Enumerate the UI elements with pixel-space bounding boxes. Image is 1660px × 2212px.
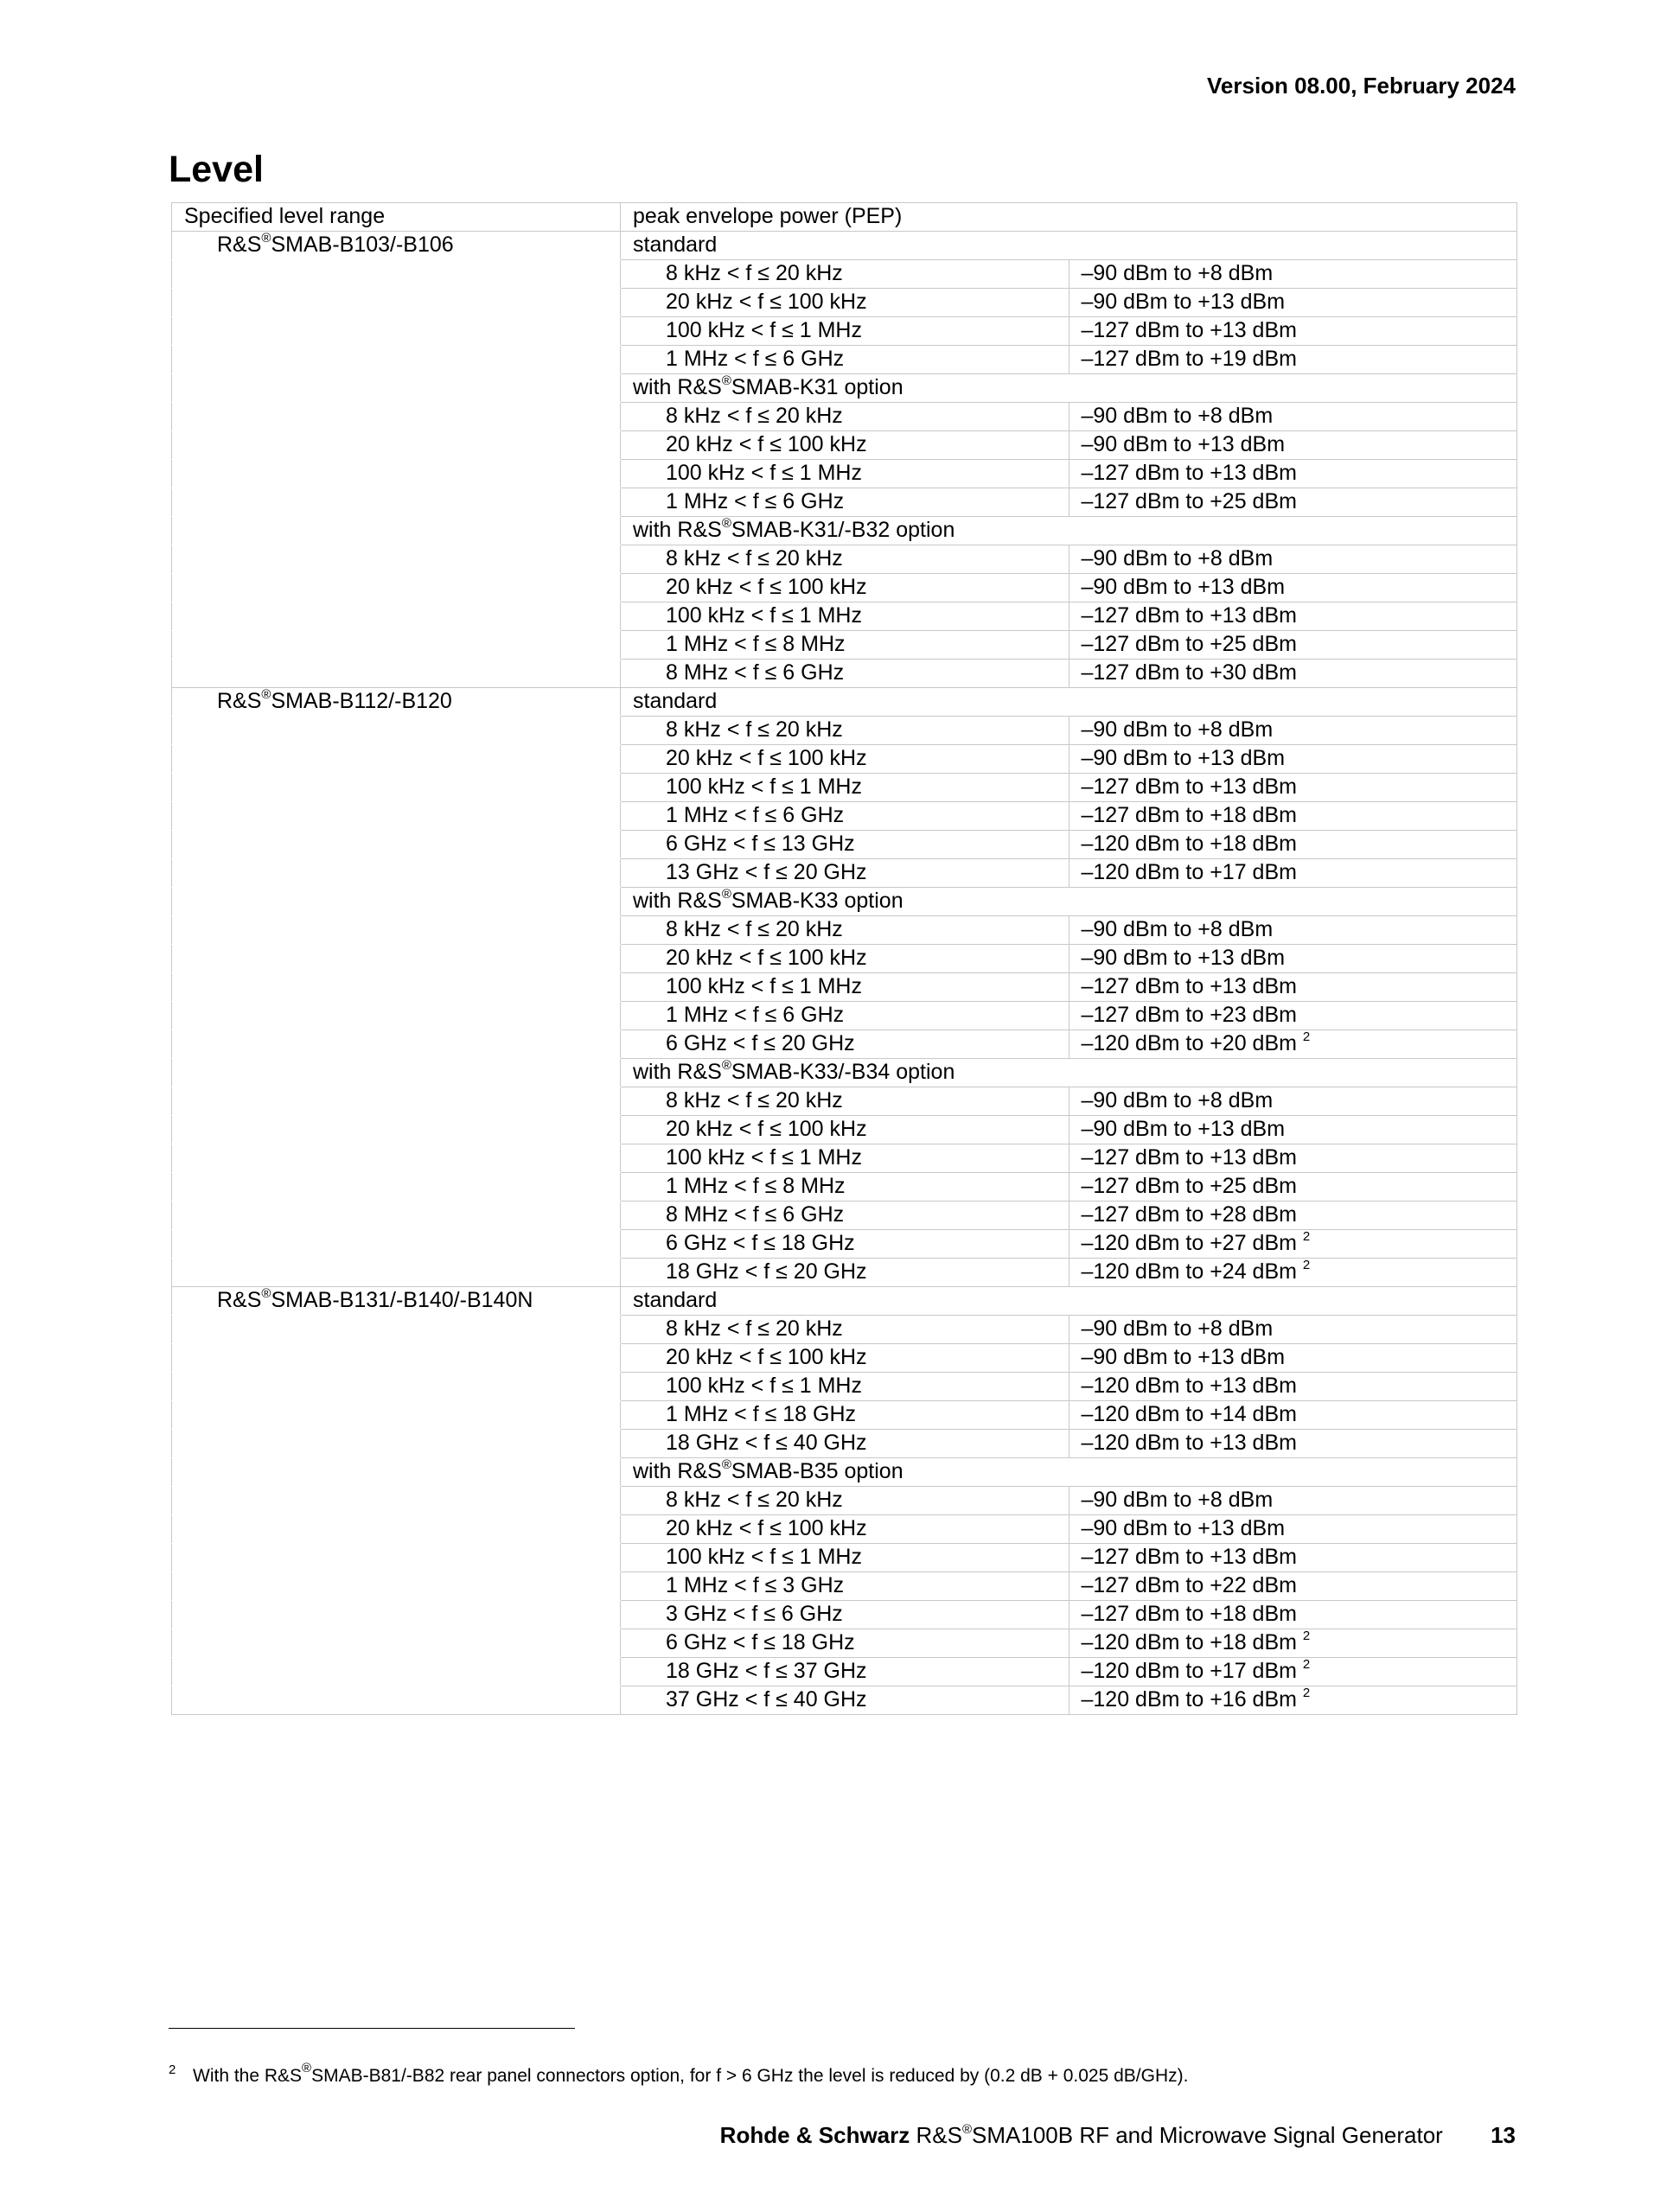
- level-range: –90 dBm to +13 dBm: [1081, 1516, 1286, 1540]
- section-row: [172, 688, 1517, 717]
- level-range: –120 dBm to +18 dBm: [1081, 832, 1297, 856]
- table-row: [172, 1002, 1517, 1030]
- model-cell-continued: [172, 1487, 621, 1515]
- table-row: [172, 1316, 1517, 1344]
- table-row: [172, 945, 1517, 973]
- model-cell-continued: [172, 460, 621, 488]
- footnote-ref: 2: [1302, 1686, 1311, 1700]
- model-cell-continued: [172, 1515, 621, 1544]
- level-range: –127 dBm to +13 dBm: [1081, 318, 1297, 342]
- table-row: [172, 1544, 1517, 1572]
- level-range-cell: [1069, 745, 1517, 774]
- footnote-text: With the R&S®SMAB-B81/-B82 rear panel connectors option, for f > 6 GHz the level is reduced by (0.2 dB + 0.025 dB/GHz).: [193, 2061, 1189, 2086]
- frequency-range: 6 GHz < f ≤ 18 GHz: [621, 1629, 1069, 1658]
- frequency-range: 8 kHz < f ≤ 20 kHz: [621, 717, 1069, 745]
- level-range: –127 dBm to +25 dBm: [1081, 489, 1297, 513]
- level-range: –127 dBm to +13 dBm: [1081, 775, 1297, 799]
- frequency-range: 20 kHz < f ≤ 100 kHz: [621, 431, 1069, 460]
- level-range-cell: [1069, 1430, 1517, 1458]
- model-cell-continued: [172, 1601, 621, 1629]
- table-row: [172, 1601, 1517, 1629]
- table-row: [172, 1686, 1517, 1715]
- frequency-range: 100 kHz < f ≤ 1 MHz: [621, 774, 1069, 802]
- frequency-range: 8 MHz < f ≤ 6 GHz: [621, 660, 1069, 688]
- level-range-cell: [1069, 916, 1517, 945]
- level-range-cell: [1069, 1030, 1517, 1059]
- level-range-cell: [1069, 774, 1517, 802]
- level-range-cell: [1069, 1002, 1517, 1030]
- level-range-cell: [1069, 1259, 1517, 1287]
- level-range-cell: [1069, 1401, 1517, 1430]
- model-name: R&S®SMAB-B103/-B106: [172, 232, 621, 260]
- table-row: [172, 973, 1517, 1002]
- level-range: –120 dBm to +18 dBm: [1081, 1630, 1297, 1654]
- model-cell-continued: [172, 831, 621, 859]
- level-range: –127 dBm to +18 dBm: [1081, 1602, 1297, 1626]
- table-row: [172, 346, 1517, 374]
- level-range: –127 dBm to +18 dBm: [1081, 803, 1297, 827]
- frequency-range: 13 GHz < f ≤ 20 GHz: [621, 859, 1069, 888]
- level-range-cell: [1069, 631, 1517, 660]
- frequency-range: 1 MHz < f ≤ 8 MHz: [621, 631, 1069, 660]
- table-row: [172, 1515, 1517, 1544]
- level-range-cell: [1069, 574, 1517, 602]
- level-range-cell: [1069, 431, 1517, 460]
- level-range-cell: [1069, 1601, 1517, 1629]
- level-range: –120 dBm to +13 dBm: [1081, 1374, 1297, 1398]
- table-row: [172, 1373, 1517, 1401]
- model-cell-continued: [172, 1629, 621, 1658]
- frequency-range: 37 GHz < f ≤ 40 GHz: [621, 1686, 1069, 1715]
- condition-label: with R&S®SMAB-B35 option: [621, 1458, 1517, 1487]
- level-range-cell: [1069, 346, 1517, 374]
- model-cell-continued: [172, 1572, 621, 1601]
- model-name: R&S®SMAB-B112/-B120: [172, 688, 621, 717]
- frequency-range: 3 GHz < f ≤ 6 GHz: [621, 1601, 1069, 1629]
- frequency-range: 1 MHz < f ≤ 3 GHz: [621, 1572, 1069, 1601]
- level-range-cell: [1069, 1572, 1517, 1601]
- level-range-cell: [1069, 945, 1517, 973]
- section-row: [172, 888, 1517, 916]
- level-range-cell: [1069, 1373, 1517, 1401]
- table-row: [172, 745, 1517, 774]
- table-row: [172, 1202, 1517, 1230]
- model-cell-continued: [172, 631, 621, 660]
- table-row: [172, 660, 1517, 688]
- table-row: [172, 859, 1517, 888]
- level-range: –120 dBm to +16 dBm: [1081, 1687, 1297, 1712]
- level-range: –90 dBm to +8 dBm: [1081, 261, 1274, 285]
- level-range: –127 dBm to +22 dBm: [1081, 1573, 1297, 1597]
- frequency-range: 18 GHz < f ≤ 37 GHz: [621, 1658, 1069, 1686]
- model-cell-continued: [172, 1202, 621, 1230]
- model-cell-continued: [172, 1144, 621, 1173]
- level-range-cell: [1069, 802, 1517, 831]
- footnote-ref: 2: [1302, 1657, 1311, 1672]
- frequency-range: 100 kHz < f ≤ 1 MHz: [621, 317, 1069, 346]
- model-cell-continued: [172, 431, 621, 460]
- parameter-label: Specified level range: [172, 203, 621, 232]
- level-range-cell: [1069, 1173, 1517, 1202]
- page-number: 13: [1491, 2122, 1516, 2148]
- level-range-cell: [1069, 1544, 1517, 1572]
- table-row: [172, 1259, 1517, 1287]
- level-range-cell: [1069, 460, 1517, 488]
- frequency-range: 1 MHz < f ≤ 6 GHz: [621, 488, 1069, 517]
- model-cell-continued: [172, 289, 621, 317]
- level-range: –127 dBm to +23 dBm: [1081, 1003, 1297, 1027]
- condition-label: standard: [621, 1287, 1517, 1316]
- frequency-range: 1 MHz < f ≤ 6 GHz: [621, 802, 1069, 831]
- model-cell-continued: [172, 374, 621, 403]
- model-cell-continued: [172, 260, 621, 289]
- model-cell-continued: [172, 916, 621, 945]
- model-cell-continued: [172, 1059, 621, 1087]
- frequency-range: 8 kHz < f ≤ 20 kHz: [621, 1087, 1069, 1116]
- level-range-cell: [1069, 1487, 1517, 1515]
- model-cell-continued: [172, 602, 621, 631]
- model-cell-continued: [172, 660, 621, 688]
- section-row: [172, 374, 1517, 403]
- condition-label: with R&S®SMAB-K31/-B32 option: [621, 517, 1517, 545]
- model-cell-continued: [172, 945, 621, 973]
- model-cell-continued: [172, 717, 621, 745]
- condition-label: with R&S®SMAB-K31 option: [621, 374, 1517, 403]
- table-row: [172, 1629, 1517, 1658]
- model-cell-continued: [172, 802, 621, 831]
- frequency-range: 6 GHz < f ≤ 20 GHz: [621, 1030, 1069, 1059]
- footnote-ref: 2: [1302, 1629, 1311, 1643]
- level-range: –127 dBm to +28 dBm: [1081, 1202, 1297, 1227]
- level-range-cell: [1069, 973, 1517, 1002]
- frequency-range: 6 GHz < f ≤ 18 GHz: [621, 1230, 1069, 1259]
- model-cell-continued: [172, 1230, 621, 1259]
- frequency-range: 1 MHz < f ≤ 18 GHz: [621, 1401, 1069, 1430]
- frequency-range: 8 kHz < f ≤ 20 kHz: [621, 1316, 1069, 1344]
- frequency-range: 100 kHz < f ≤ 1 MHz: [621, 1544, 1069, 1572]
- level-range-cell: [1069, 1087, 1517, 1116]
- table-row: [172, 916, 1517, 945]
- frequency-range: 18 GHz < f ≤ 40 GHz: [621, 1430, 1069, 1458]
- level-range-cell: [1069, 1629, 1517, 1658]
- page-footer: [720, 2122, 1516, 2149]
- level-range-cell: [1069, 260, 1517, 289]
- level-range: –90 dBm to +8 dBm: [1081, 1316, 1274, 1341]
- level-range: –127 dBm to +13 dBm: [1081, 974, 1297, 998]
- footnote-ref: 2: [1302, 1258, 1311, 1272]
- level-range-cell: [1069, 545, 1517, 574]
- level-range-cell: [1069, 1116, 1517, 1144]
- table-row: [172, 1116, 1517, 1144]
- level-range-cell: [1069, 859, 1517, 888]
- model-cell-continued: [172, 1087, 621, 1116]
- level-range: –90 dBm to +13 dBm: [1081, 575, 1286, 599]
- frequency-range: 100 kHz < f ≤ 1 MHz: [621, 460, 1069, 488]
- model-cell-continued: [172, 745, 621, 774]
- frequency-range: 20 kHz < f ≤ 100 kHz: [621, 289, 1069, 317]
- level-range: –120 dBm to +17 dBm: [1081, 1659, 1297, 1683]
- table-row: [172, 631, 1517, 660]
- level-range: –127 dBm to +13 dBm: [1081, 603, 1297, 628]
- level-range: –90 dBm to +8 dBm: [1081, 917, 1274, 941]
- model-cell-continued: [172, 1173, 621, 1202]
- table-row: [172, 488, 1517, 517]
- model-cell-continued: [172, 346, 621, 374]
- model-cell-continued: [172, 1373, 621, 1401]
- table-row: [172, 460, 1517, 488]
- table-row: [172, 717, 1517, 745]
- table-row: [172, 317, 1517, 346]
- model-cell-continued: [172, 1658, 621, 1686]
- table-row: [172, 831, 1517, 859]
- frequency-range: 20 kHz < f ≤ 100 kHz: [621, 1344, 1069, 1373]
- model-cell-continued: [172, 517, 621, 545]
- table-row: [172, 1087, 1517, 1116]
- model-cell-continued: [172, 1030, 621, 1059]
- level-range: –90 dBm to +13 dBm: [1081, 432, 1286, 456]
- table-row: [172, 574, 1517, 602]
- frequency-range: 18 GHz < f ≤ 20 GHz: [621, 1259, 1069, 1287]
- model-cell-continued: [172, 545, 621, 574]
- level-range: –120 dBm to +20 dBm: [1081, 1031, 1297, 1055]
- table-row: [172, 1401, 1517, 1430]
- model-cell-continued: [172, 317, 621, 346]
- frequency-range: 100 kHz < f ≤ 1 MHz: [621, 973, 1069, 1002]
- level-range: –90 dBm to +13 dBm: [1081, 946, 1286, 970]
- footnote-ref: 2: [1302, 1229, 1311, 1244]
- table-row: [172, 545, 1517, 574]
- level-range-cell: [1069, 1230, 1517, 1259]
- table-row: [172, 260, 1517, 289]
- frequency-range: 20 kHz < f ≤ 100 kHz: [621, 1515, 1069, 1544]
- table-row: [172, 1144, 1517, 1173]
- level-range-cell: [1069, 488, 1517, 517]
- section-row: [172, 1458, 1517, 1487]
- table-row: [172, 1487, 1517, 1515]
- level-range: –120 dBm to +24 dBm: [1081, 1259, 1297, 1284]
- footer-product: R&S®SMA100B RF and Microwave Signal Generator: [916, 2122, 1443, 2148]
- level-range: –120 dBm to +14 dBm: [1081, 1402, 1297, 1426]
- table-row: [172, 289, 1517, 317]
- frequency-range: 8 kHz < f ≤ 20 kHz: [621, 403, 1069, 431]
- level-range: –90 dBm to +8 dBm: [1081, 404, 1274, 428]
- model-cell-continued: [172, 888, 621, 916]
- level-range: –90 dBm to +13 dBm: [1081, 746, 1286, 770]
- frequency-range: 100 kHz < f ≤ 1 MHz: [621, 1373, 1069, 1401]
- footer-brand: Rohde & Schwarz: [719, 2122, 910, 2148]
- frequency-range: 8 kHz < f ≤ 20 kHz: [621, 260, 1069, 289]
- document-version: Version 08.00, February 2024: [1207, 73, 1516, 99]
- frequency-range: 100 kHz < f ≤ 1 MHz: [621, 602, 1069, 631]
- model-cell-continued: [172, 1686, 621, 1715]
- table-header-row: [172, 203, 1517, 232]
- frequency-range: 8 kHz < f ≤ 20 kHz: [621, 545, 1069, 574]
- frequency-range: 20 kHz < f ≤ 100 kHz: [621, 574, 1069, 602]
- table-row: [172, 1344, 1517, 1373]
- level-range: –127 dBm to +19 dBm: [1081, 347, 1297, 371]
- footnote-number: 2: [169, 2062, 176, 2077]
- table-row: [172, 774, 1517, 802]
- level-range-cell: [1069, 289, 1517, 317]
- level-range: –127 dBm to +13 dBm: [1081, 1545, 1297, 1569]
- level-range: –120 dBm to +13 dBm: [1081, 1431, 1297, 1455]
- model-cell-continued: [172, 403, 621, 431]
- section-row: [172, 232, 1517, 260]
- parameter-value: peak envelope power (PEP): [621, 203, 1517, 232]
- level-range-cell: [1069, 1202, 1517, 1230]
- frequency-range: 1 MHz < f ≤ 8 MHz: [621, 1173, 1069, 1202]
- model-cell-continued: [172, 1316, 621, 1344]
- footnote-divider: [169, 2028, 575, 2029]
- level-range-cell: [1069, 831, 1517, 859]
- level-range: –90 dBm to +13 dBm: [1081, 1345, 1286, 1369]
- model-cell-continued: [172, 1401, 621, 1430]
- model-cell-continued: [172, 1002, 621, 1030]
- table-row: [172, 1030, 1517, 1059]
- frequency-range: 20 kHz < f ≤ 100 kHz: [621, 1116, 1069, 1144]
- level-range-cell: [1069, 602, 1517, 631]
- table-row: [172, 1430, 1517, 1458]
- table-row: [172, 1658, 1517, 1686]
- frequency-range: 20 kHz < f ≤ 100 kHz: [621, 745, 1069, 774]
- frequency-range: 8 MHz < f ≤ 6 GHz: [621, 1202, 1069, 1230]
- condition-label: standard: [621, 688, 1517, 717]
- section-row: [172, 517, 1517, 545]
- level-range-cell: [1069, 1144, 1517, 1173]
- model-cell-continued: [172, 488, 621, 517]
- section-row: [172, 1287, 1517, 1316]
- condition-label: standard: [621, 232, 1517, 260]
- table-row: [172, 1173, 1517, 1202]
- level-range: –120 dBm to +17 dBm: [1081, 860, 1297, 884]
- model-cell-continued: [172, 574, 621, 602]
- model-cell-continued: [172, 1344, 621, 1373]
- model-cell-continued: [172, 1458, 621, 1487]
- level-range: –90 dBm to +8 dBm: [1081, 546, 1274, 571]
- level-range-cell: [1069, 717, 1517, 745]
- level-range-cell: [1069, 1686, 1517, 1715]
- level-range: –90 dBm to +13 dBm: [1081, 290, 1286, 314]
- frequency-range: 1 MHz < f ≤ 6 GHz: [621, 1002, 1069, 1030]
- frequency-range: 100 kHz < f ≤ 1 MHz: [621, 1144, 1069, 1173]
- table-row: [172, 1230, 1517, 1259]
- model-cell-continued: [172, 1116, 621, 1144]
- level-range: –127 dBm to +30 dBm: [1081, 660, 1297, 685]
- level-range-cell: [1069, 1515, 1517, 1544]
- footnote-ref: 2: [1302, 1030, 1311, 1044]
- frequency-range: 1 MHz < f ≤ 6 GHz: [621, 346, 1069, 374]
- level-range: –127 dBm to +25 dBm: [1081, 632, 1297, 656]
- condition-label: with R&S®SMAB-K33 option: [621, 888, 1517, 916]
- level-range: –120 dBm to +27 dBm: [1081, 1231, 1297, 1255]
- level-range: –127 dBm to +25 dBm: [1081, 1174, 1297, 1198]
- model-cell-continued: [172, 774, 621, 802]
- condition-label: with R&S®SMAB-K33/-B34 option: [621, 1059, 1517, 1087]
- table-row: [172, 403, 1517, 431]
- level-range: –90 dBm to +8 dBm: [1081, 1488, 1274, 1512]
- section-row: [172, 1059, 1517, 1087]
- model-name: R&S®SMAB-B131/-B140/-B140N: [172, 1287, 621, 1316]
- table-row: [172, 802, 1517, 831]
- level-range-cell: [1069, 660, 1517, 688]
- table-row: [172, 1572, 1517, 1601]
- level-range-cell: [1069, 317, 1517, 346]
- level-range: –127 dBm to +13 dBm: [1081, 1145, 1297, 1170]
- section-title: Level: [169, 149, 264, 190]
- model-cell-continued: [172, 859, 621, 888]
- footnote: [169, 2062, 1188, 2087]
- level-range-cell: [1069, 1658, 1517, 1686]
- model-cell-continued: [172, 1259, 621, 1287]
- frequency-range: 8 kHz < f ≤ 20 kHz: [621, 916, 1069, 945]
- frequency-range: 6 GHz < f ≤ 13 GHz: [621, 831, 1069, 859]
- frequency-range: 20 kHz < f ≤ 100 kHz: [621, 945, 1069, 973]
- model-cell-continued: [172, 1544, 621, 1572]
- level-range: –127 dBm to +13 dBm: [1081, 461, 1297, 485]
- level-range: –90 dBm to +8 dBm: [1081, 717, 1274, 742]
- level-range-cell: [1069, 403, 1517, 431]
- table-row: [172, 431, 1517, 460]
- level-spec-table: [171, 202, 1517, 1715]
- model-cell-continued: [172, 1430, 621, 1458]
- model-cell-continued: [172, 973, 621, 1002]
- level-range: –90 dBm to +13 dBm: [1081, 1117, 1286, 1141]
- frequency-range: 8 kHz < f ≤ 20 kHz: [621, 1487, 1069, 1515]
- level-range-cell: [1069, 1344, 1517, 1373]
- level-range-cell: [1069, 1316, 1517, 1344]
- table-row: [172, 602, 1517, 631]
- level-range: –90 dBm to +8 dBm: [1081, 1088, 1274, 1112]
